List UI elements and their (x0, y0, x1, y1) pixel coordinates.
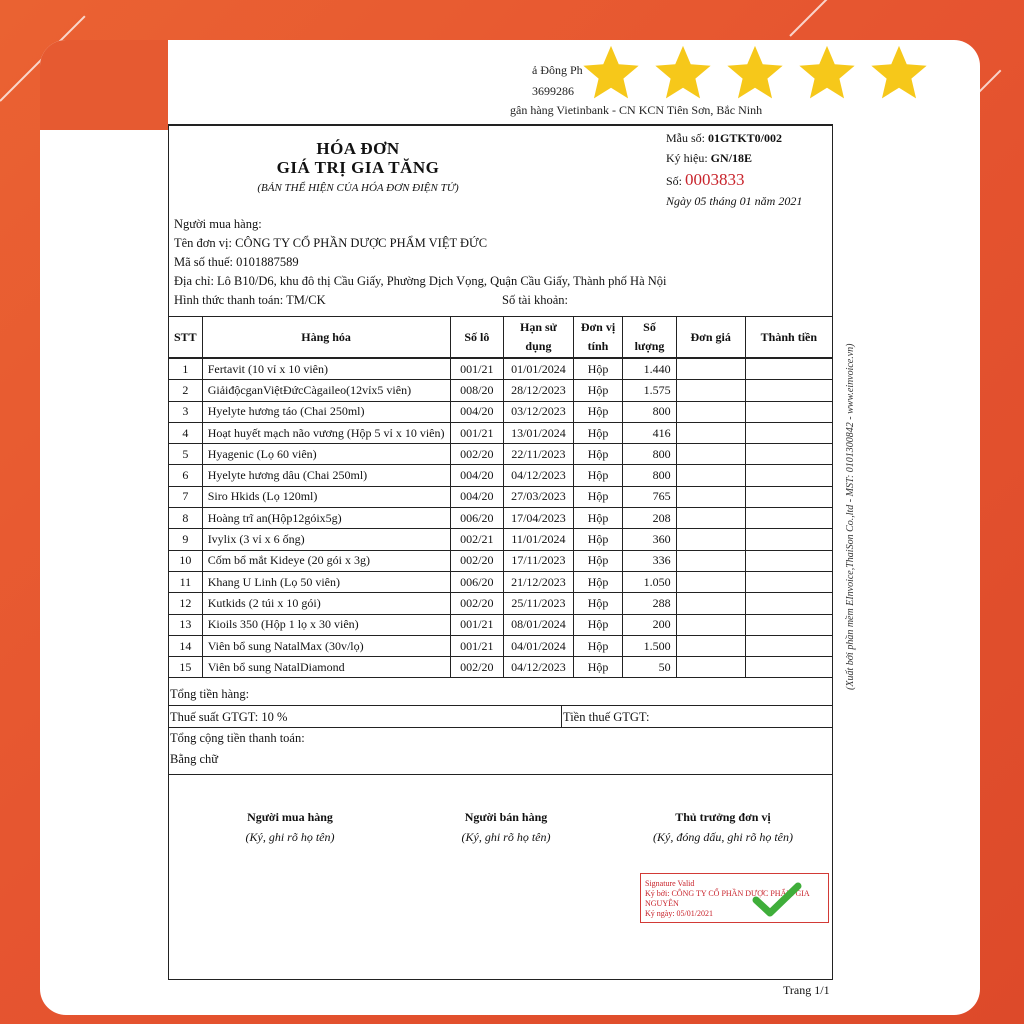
cell-expiry: 28/12/2023 (504, 380, 573, 401)
page-number: Trang 1/1 (783, 983, 830, 997)
vat-rate: Thuế suất GTGT: 10 % (170, 710, 288, 724)
cell-quantity: 1.575 (623, 380, 676, 401)
invoice-title: HÓA ĐƠN (316, 139, 400, 158)
cell-quantity: 50 (623, 657, 676, 678)
cell-lot: 008/20 (450, 380, 504, 401)
cell-quantity: 288 (623, 593, 676, 614)
cell-unit: Hộp (573, 422, 623, 443)
cell-total (745, 422, 832, 443)
cell-price (676, 380, 745, 401)
cell-stt: 8 (169, 508, 203, 529)
cell-price (676, 401, 745, 422)
account-number: Số tài khoản: (502, 293, 568, 307)
head-signature-note: (Ký, đóng dấu, ghi rõ họ tên) (653, 830, 793, 844)
cell-lot: 001/21 (450, 635, 504, 656)
cell-total (745, 614, 832, 635)
cell-name: Fertavit (10 vỉ x 10 viên) (202, 359, 450, 380)
cell-price (676, 465, 745, 486)
cell-lot: 002/21 (450, 529, 504, 550)
cell-quantity: 360 (623, 529, 676, 550)
cell-lot: 002/20 (450, 657, 504, 678)
cell-expiry: 17/11/2023 (504, 550, 573, 571)
cell-stt: 5 (169, 444, 203, 465)
cell-lot: 002/20 (450, 593, 504, 614)
invoice-subtitle: (BẢN THỂ HIỆN CỦA HÓA ĐƠN ĐIỆN TỬ) (257, 182, 459, 194)
cell-quantity: 208 (623, 508, 676, 529)
table-row (169, 593, 833, 614)
cell-name: Cốm bổ mắt Kideye (20 gói x 3g) (202, 550, 450, 571)
cell-stt: 4 (169, 422, 203, 443)
cell-unit: Hộp (573, 614, 623, 635)
cell-total (745, 401, 832, 422)
header-total: Thành tiền (745, 317, 832, 358)
cell-expiry: 01/01/2024 (504, 359, 573, 380)
cell-quantity: 336 (623, 550, 676, 571)
grand-total-label: Tổng cộng tiền thanh toán: (170, 731, 305, 745)
cell-name: Khang U Linh (Lọ 50 viên) (202, 571, 450, 592)
cell-expiry: 04/12/2023 (504, 657, 573, 678)
seller-signature-title: Người bán hàng (464, 810, 548, 824)
cell-price (676, 486, 745, 507)
vat-amount: Tiền thuế GTGT: (563, 710, 650, 724)
cell-stt: 7 (169, 486, 203, 507)
cell-price (676, 614, 745, 635)
table-row (169, 465, 833, 486)
grand-total-row (168, 728, 833, 775)
head-signature-title: Thủ trưởng đơn vị (675, 810, 771, 824)
cell-name: Siro Hkids (Lọ 120ml) (202, 486, 450, 507)
table-row (169, 422, 833, 443)
buyer-signature-note: (Ký, ghi rõ họ tên) (245, 830, 335, 844)
cell-quantity: 800 (623, 401, 676, 422)
seller-signature-note: (Ký, ghi rõ họ tên) (461, 830, 551, 844)
cell-lot: 006/20 (450, 571, 504, 592)
buyer-tax-code: Mã số thuế: 0101887589 (174, 255, 299, 269)
cell-price (676, 571, 745, 592)
cell-expiry: 11/01/2024 (504, 529, 573, 550)
cell-total (745, 635, 832, 656)
cell-name: Viên bổ sung NatalMax (30v/lọ) (202, 635, 450, 656)
table-header (169, 317, 833, 358)
stamp-status: Signature Valid (645, 879, 695, 888)
invoice-title-vat: GIÁ TRỊ GIA TĂNG (276, 158, 440, 177)
cell-total (745, 444, 832, 465)
buyer-signature-title: Người mua hàng (247, 810, 333, 824)
cell-name: Hoạt huyết mạch não vương (Hộp 5 vỉ x 10 viên) (202, 422, 450, 443)
cell-lot: 001/21 (450, 422, 504, 443)
cell-lot: 004/20 (450, 401, 504, 422)
cell-unit: Hộp (573, 359, 623, 380)
cell-name: Hyelyte hương táo (Chai 250ml) (202, 401, 450, 422)
cell-name: Ivylix (3 vỉ x 6 ống) (202, 529, 450, 550)
seller-phone: 3699286 (532, 84, 574, 98)
table-row (169, 508, 833, 529)
cell-quantity: 416 (623, 422, 676, 443)
cell-stt: 11 (169, 571, 203, 592)
cell-price (676, 529, 745, 550)
cell-lot: 006/20 (450, 508, 504, 529)
cell-lot: 004/20 (450, 465, 504, 486)
cell-price (676, 508, 745, 529)
stamp-signer: Ký bởi: CÔNG TY CỔ PHẦN DƯỢC PHẨM GIA (645, 889, 810, 898)
invoice-symbol: Ký hiệu: GN/18E (666, 151, 753, 165)
cell-unit: Hộp (573, 444, 623, 465)
cell-unit: Hộp (573, 529, 623, 550)
cell-expiry: 21/12/2023 (504, 571, 573, 592)
cell-unit: Hộp (573, 401, 623, 422)
table-row (169, 529, 833, 550)
cell-expiry: 17/04/2023 (504, 508, 573, 529)
cell-quantity: 1.440 (623, 359, 676, 380)
checkmark-icon (752, 880, 802, 920)
stamp-date: Ký ngày: 05/01/2021 (645, 909, 713, 918)
cell-stt: 3 (169, 401, 203, 422)
cell-total (745, 380, 832, 401)
cell-name: Hyagenic (Lọ 60 viên) (202, 444, 450, 465)
cell-quantity: 1.050 (623, 571, 676, 592)
header-unit: Đơn vị tính (573, 317, 623, 358)
cell-total (745, 657, 832, 678)
form-number: Mẫu số: 01GTKT0/002 (666, 131, 783, 145)
cell-price (676, 359, 745, 380)
table-body (169, 358, 833, 678)
cell-stt: 13 (169, 614, 203, 635)
buyer-label: Người mua hàng: (174, 217, 262, 231)
cell-price (676, 593, 745, 614)
payment-method: Hình thức thanh toán: TM/CK (174, 293, 326, 307)
cell-quantity: 800 (623, 465, 676, 486)
invoice-number: Số: 0003833 (666, 170, 745, 189)
cell-unit: Hộp (573, 508, 623, 529)
header-stt: STT (169, 317, 203, 358)
header-lot: Số lô (450, 317, 504, 358)
rating-stars (580, 42, 930, 104)
cell-lot: 002/20 (450, 444, 504, 465)
cell-unit: Hộp (573, 635, 623, 656)
cell-lot: 002/20 (450, 550, 504, 571)
buyer-company: Tên đơn vị: CÔNG TY CỔ PHẦN DƯỢC PHẨM VIỆT ĐỨC (174, 236, 488, 250)
cell-unit: Hộp (573, 465, 623, 486)
cell-stt: 1 (169, 359, 203, 380)
cell-total (745, 593, 832, 614)
star-icon (796, 42, 858, 104)
table-row (169, 657, 833, 678)
vat-row (168, 706, 833, 728)
star-icon (868, 42, 930, 104)
cell-name: Hoàng trĩ an(Hộp12góix5g) (202, 508, 450, 529)
cell-total (745, 550, 832, 571)
cell-expiry: 22/11/2023 (504, 444, 573, 465)
cell-price (676, 422, 745, 443)
header-expiry: Hạn sử dụng (504, 317, 573, 358)
table-row (169, 486, 833, 507)
table-row (169, 380, 833, 401)
table-row (169, 550, 833, 571)
seller-address: ả Đông Ph (532, 63, 583, 77)
cell-stt: 9 (169, 529, 203, 550)
header-quantity: Số lượng (623, 317, 676, 358)
table-row (169, 614, 833, 635)
cell-quantity: 200 (623, 614, 676, 635)
table-row (169, 401, 833, 422)
cell-total (745, 465, 832, 486)
cell-name: Viên bổ sung NatalDiamond (202, 657, 450, 678)
seller-bank: gân hàng Vietinbank - CN KCN Tiên Sơn, Bắc Ninh (510, 103, 763, 117)
divider (168, 124, 833, 126)
cell-quantity: 800 (623, 444, 676, 465)
invoice-date: Ngày 05 tháng 01 năm 2021 (666, 194, 803, 208)
divider (561, 706, 562, 728)
cell-name: Kutkids (2 túi x 10 gói) (202, 593, 450, 614)
cell-total (745, 508, 832, 529)
cell-lot: 004/20 (450, 486, 504, 507)
cell-unit: Hộp (573, 571, 623, 592)
cell-stt: 12 (169, 593, 203, 614)
cell-total (745, 571, 832, 592)
cell-lot: 001/21 (450, 359, 504, 380)
cell-expiry: 08/01/2024 (504, 614, 573, 635)
cell-total (745, 529, 832, 550)
cell-unit: Hộp (573, 550, 623, 571)
star-icon (724, 42, 786, 104)
cell-expiry: 04/12/2023 (504, 465, 573, 486)
cell-unit: Hộp (573, 380, 623, 401)
cell-name: Hyelyte hương dâu (Chai 250ml) (202, 465, 450, 486)
items-table (168, 316, 833, 678)
table-row (169, 571, 833, 592)
table-row (169, 359, 833, 380)
cell-unit: Hộp (573, 486, 623, 507)
cell-stt: 15 (169, 657, 203, 678)
goods-total-row: Tổng tiền hàng: (168, 683, 833, 706)
cell-stt: 2 (169, 380, 203, 401)
header-name: Hàng hóa (202, 317, 450, 358)
cell-price (676, 444, 745, 465)
table-row (169, 444, 833, 465)
cell-expiry: 27/03/2023 (504, 486, 573, 507)
cell-unit: Hộp (573, 657, 623, 678)
cell-price (676, 635, 745, 656)
cell-lot: 001/21 (450, 614, 504, 635)
cell-price (676, 550, 745, 571)
cell-quantity: 1.500 (623, 635, 676, 656)
header-price: Đơn giá (676, 317, 745, 358)
star-icon (580, 42, 642, 104)
cell-expiry: 13/01/2024 (504, 422, 573, 443)
cell-quantity: 765 (623, 486, 676, 507)
cell-stt: 14 (169, 635, 203, 656)
cell-total (745, 486, 832, 507)
cell-expiry: 04/01/2024 (504, 635, 573, 656)
amount-in-words: Bằng chữ (170, 752, 219, 766)
software-note: (Xuất bởi phần mềm EInvoice,ThaiSon Co.,ltd - MST: 0101300842 - www.einvoice.vn) (845, 343, 856, 690)
cell-unit: Hộp (573, 593, 623, 614)
cell-expiry: 03/12/2023 (504, 401, 573, 422)
cell-total (745, 359, 832, 380)
cell-name: GiảiđộcganViệtĐứcCàgaileo(12vỉx5 viên) (202, 380, 450, 401)
table-row (169, 635, 833, 656)
cell-stt: 6 (169, 465, 203, 486)
buyer-address: Địa chỉ: Lô B10/D6, khu đô thị Cầu Giấy, Phường Dịch Vọng, Quận Cầu Giấy, Thành phố Hà Nội (174, 274, 667, 288)
cell-name: Kioils 350 (Hộp 1 lọ x 30 viên) (202, 614, 450, 635)
cell-expiry: 25/11/2023 (504, 593, 573, 614)
stamp-signer-cont: NGUYÊN (645, 899, 679, 908)
cell-stt: 10 (169, 550, 203, 571)
cell-price (676, 657, 745, 678)
star-icon (652, 42, 714, 104)
